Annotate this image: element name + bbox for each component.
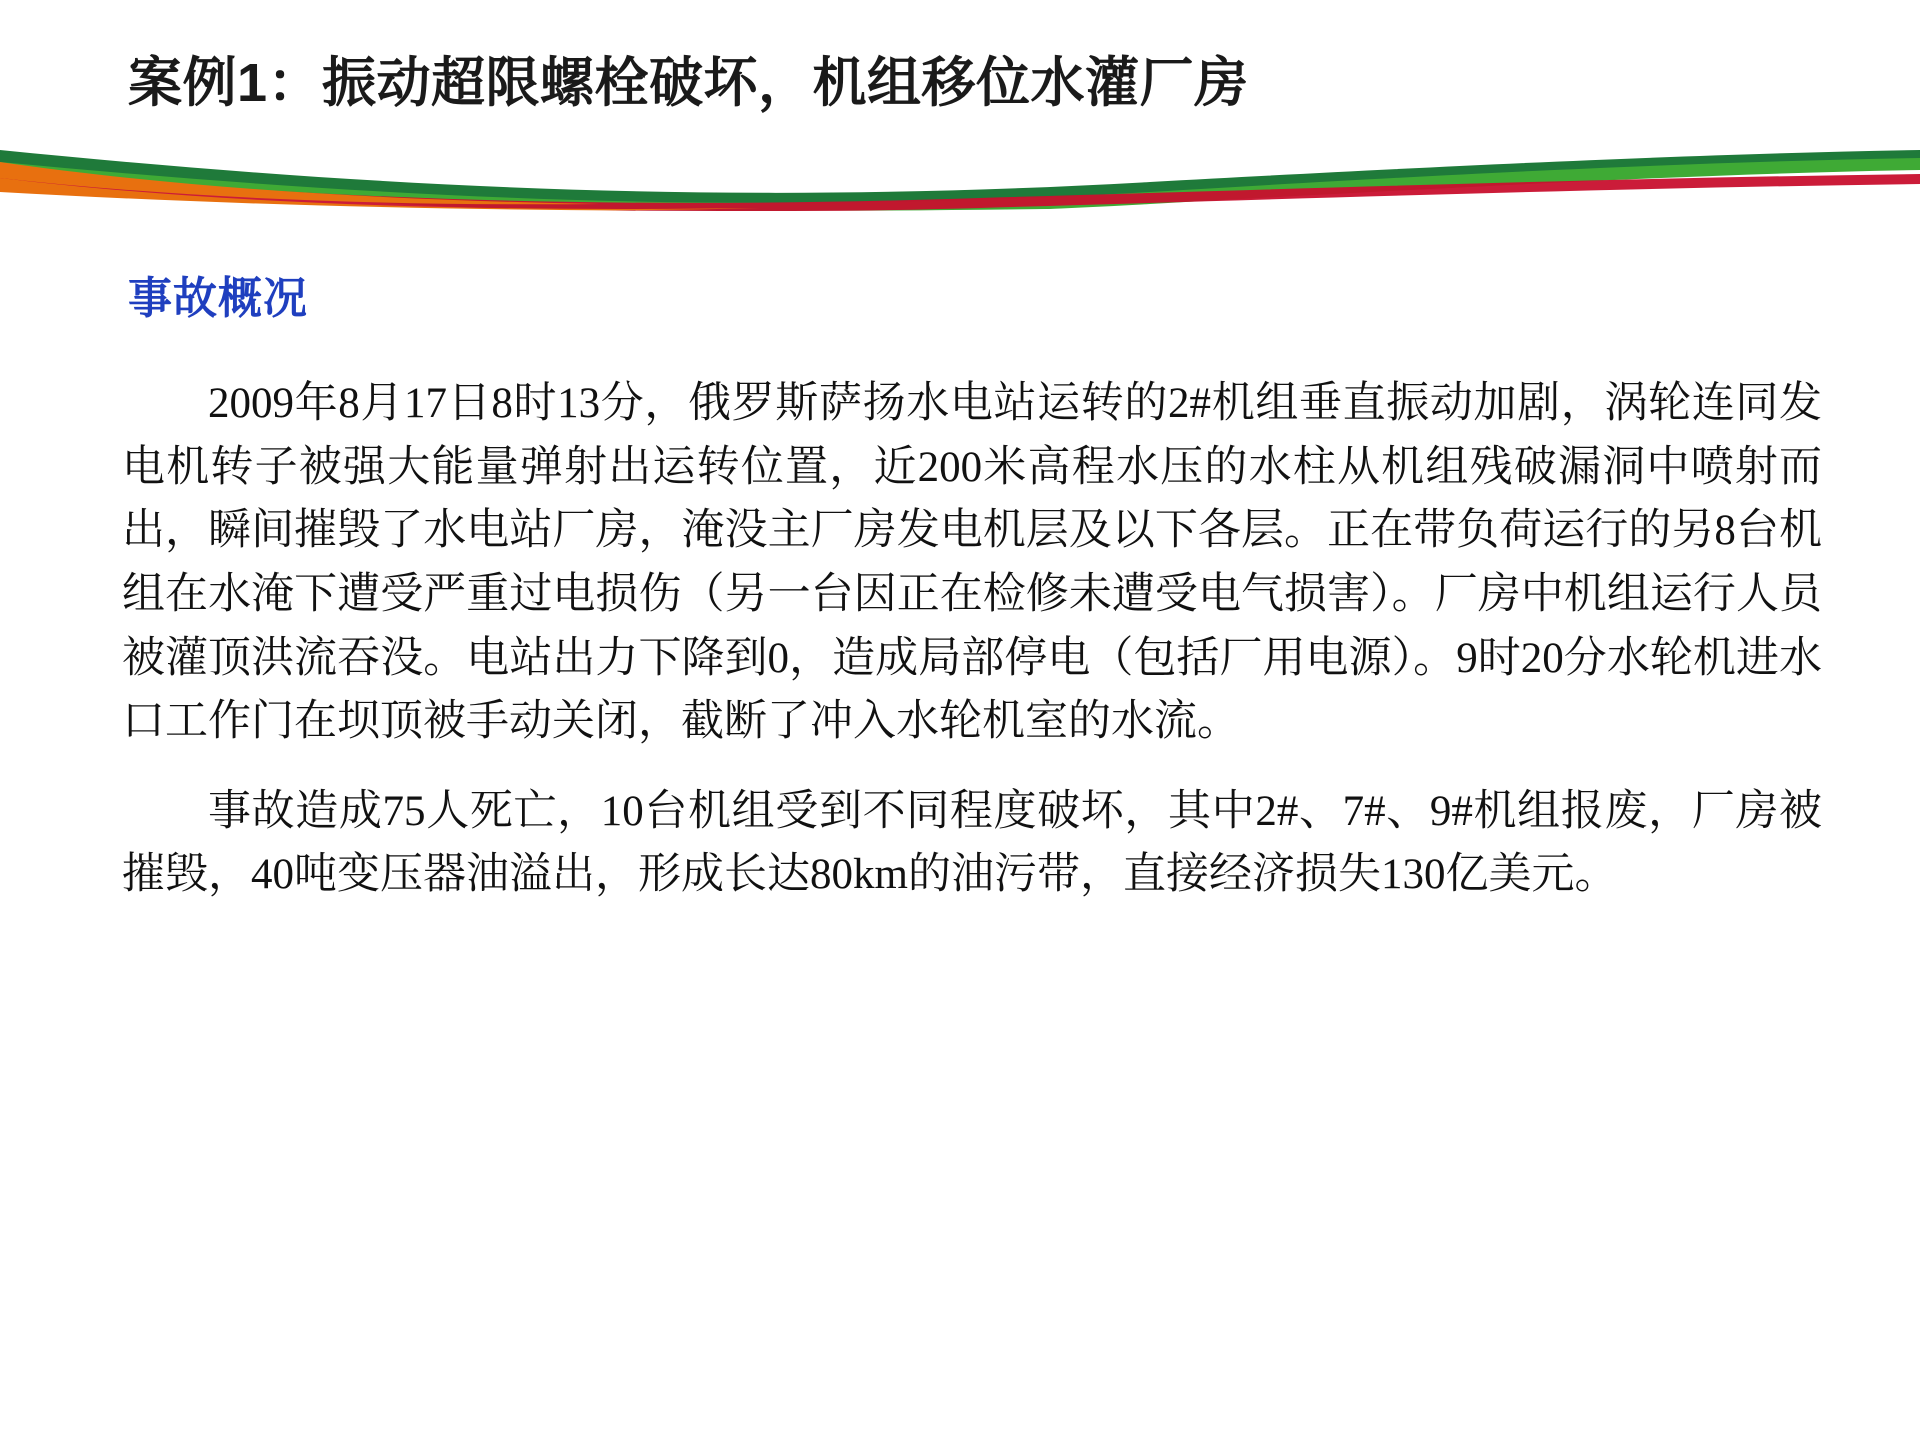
body-text xyxy=(122,372,1822,907)
paragraph-2: 事故造成75人死亡，10台机组受到不同程度破坏，其中2#、7#、9#机组报废，厂房被摧毁，40吨变压器油溢出，形成长达80km的油污带，直接经济损失130亿美元。 xyxy=(122,787,1822,899)
decorative-banner xyxy=(0,148,1920,218)
paragraph-1: 2009年8月17日8时13分，俄罗斯萨扬水电站运转的2#机组垂直振动加剧，涡轮连同发电机转子被强大能量弹射出运转位置，近200米高程水压的水柱从机组残破漏洞中喷射而出，瞬间摧毁了水电站厂房，淹没主厂房发电机层及以下各层。正在带负荷运行的另8台机组在水淹下遭受严重过电损伤（另一台因正在检修未遭受电气损害）。厂房中机组运行人员被灌顶洪流吞没。电站出力下降到0，造成局部停电（包括厂用电源）。9时20分水轮机进水口工作门在坝顶被手动关闭，截断了冲入水轮机室的水流。 xyxy=(122,380,1822,746)
banner-swoosh-icon xyxy=(0,148,1920,218)
section-heading: 事故概况 xyxy=(128,274,308,323)
page-title: 案例1：振动超限螺栓破坏，机组移位水灌厂房 xyxy=(128,53,1249,113)
